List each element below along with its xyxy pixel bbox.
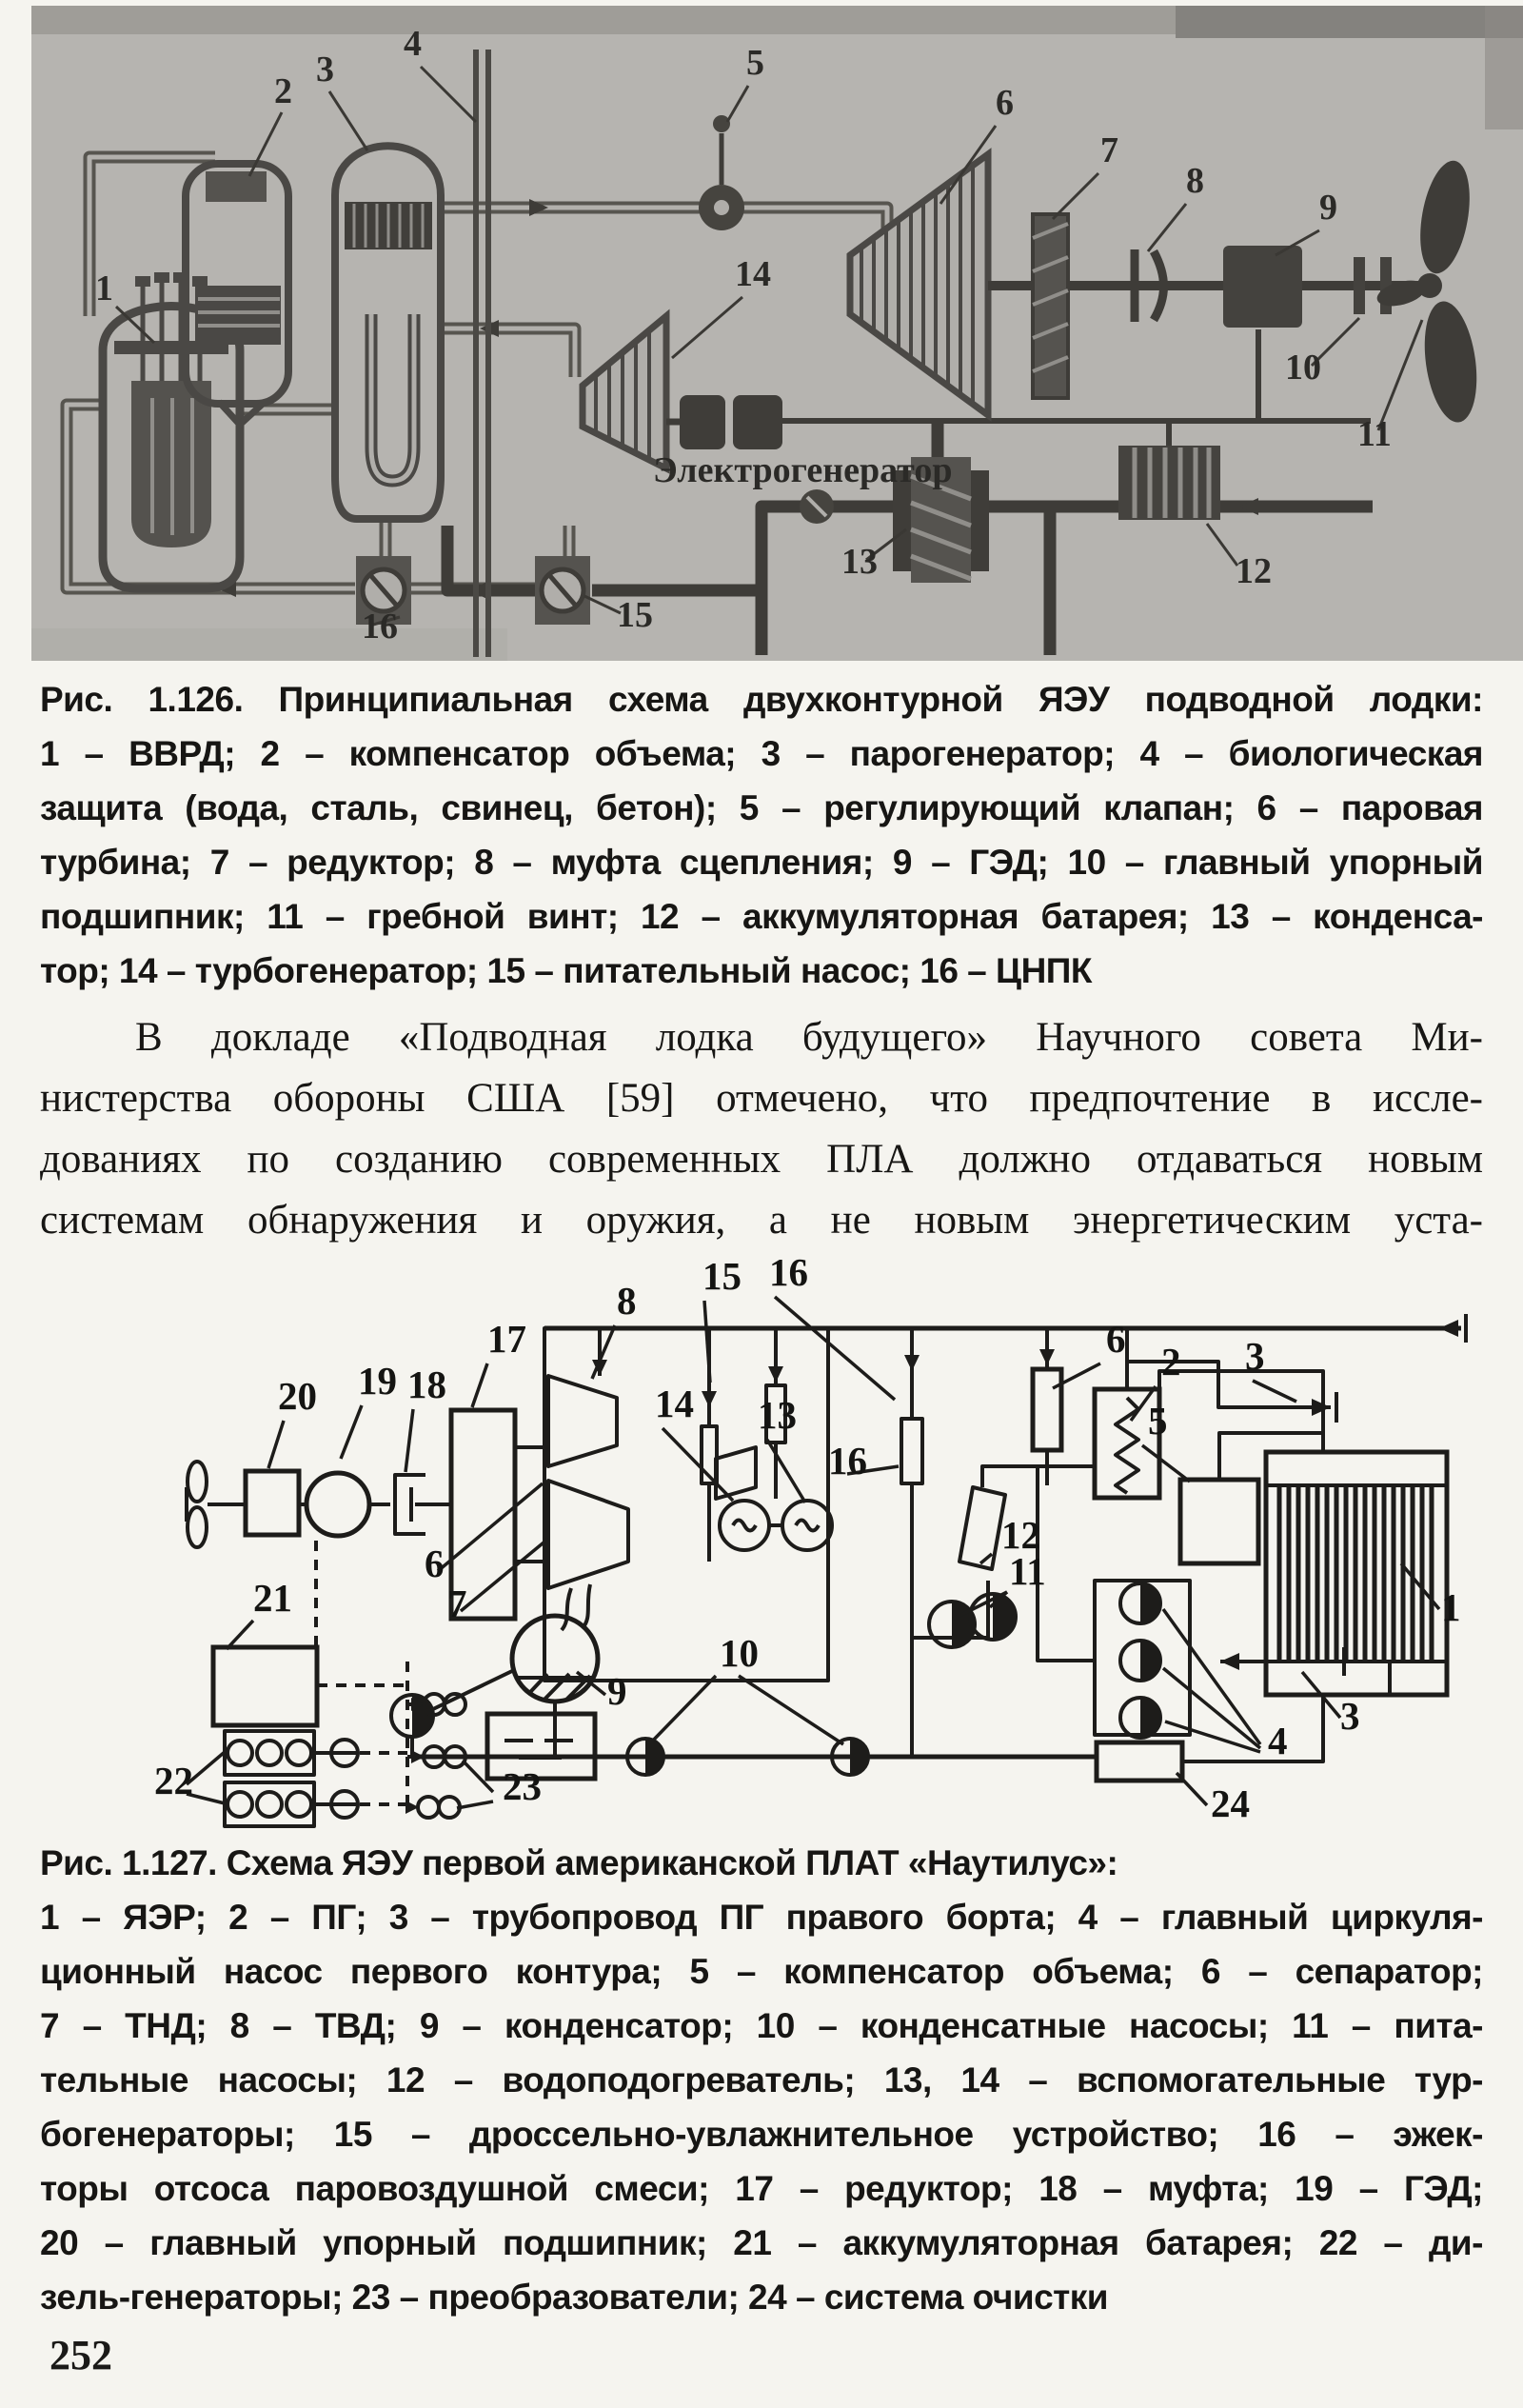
diagram-label-3: 3: [1340, 1694, 1360, 1738]
battery-box: [213, 1647, 317, 1725]
reducer: [1033, 214, 1068, 398]
main-electric-motor: [1223, 246, 1302, 328]
page-number: 252: [49, 2332, 112, 2378]
diagram-label-16: 16: [769, 1250, 808, 1294]
diagram-label-6: 6: [1106, 1317, 1126, 1361]
diagram-label-21: 21: [253, 1576, 292, 1620]
diagram-label-5: 5: [746, 43, 764, 83]
propeller-symbol: [187, 1462, 246, 1547]
paragraph-line: В докладе «Подводная лодка будущего» Научного совета Ми-: [135, 1015, 1483, 1060]
diagram-label-19: 19: [358, 1359, 397, 1403]
figure-1-126-diagram: [0, 0, 1523, 667]
diagram-label-15: 15: [617, 595, 653, 635]
body-paragraph: [40, 1007, 1483, 1251]
diagram-label-3: 3: [316, 50, 334, 90]
diagram-label-14: 14: [735, 254, 771, 294]
water-heater: [959, 1487, 1005, 1569]
diagram-label-7: 7: [1100, 130, 1118, 170]
diagram-label-16: 16: [362, 607, 398, 647]
hp-turbine: [548, 1376, 617, 1466]
diagram-label-4: 4: [1268, 1719, 1288, 1762]
diagram-label-3: 3: [1245, 1334, 1265, 1378]
paragraph-line: системам обнаружения и оружия, а не новым энергетическим уста-: [40, 1198, 1483, 1243]
diagram-label-1: 1: [1441, 1585, 1461, 1629]
caption-line: 7 – ТНД; 8 – ТВД; 9 – конденсатор; 10 – конденсатные насосы; 11 – пита-: [40, 2006, 1483, 2045]
diagram-label-1: 1: [95, 269, 113, 308]
diagram-label-9: 9: [1319, 188, 1337, 228]
caption-line: богенераторы; 15 – дроссельно-увлажнительное устройство; 16 – эжек-: [40, 2115, 1483, 2154]
diagram-label-11: 11: [1357, 414, 1392, 454]
diagram-label-8: 8: [617, 1279, 637, 1323]
caption-line: 20 – главный упорный подшипник; 21 – аккумуляторная батарея; 22 – ди-: [40, 2223, 1483, 2262]
figure-1-127-caption: [40, 1836, 1483, 2324]
caption-line: Рис. 1.127. Схема ЯЭУ первой американской ПЛАТ «Наутилус»:: [40, 1843, 1118, 1882]
diagram-label-15: 15: [702, 1254, 742, 1298]
diagram-label-11: 11: [1009, 1549, 1046, 1593]
diagram-label-13: 13: [758, 1393, 797, 1437]
diagram-label-6: 6: [425, 1542, 445, 1585]
diagram-label-8: 8: [1186, 161, 1204, 201]
diagram-label-Электрогенератор: Электрогенератор: [653, 450, 953, 490]
diagram-label-20: 20: [278, 1374, 317, 1418]
storage-battery: [1118, 446, 1220, 520]
caption-line: 1 – ВВРД; 2 – компенсатор объема; 3 – парогенератор; 4 – биологическая: [40, 734, 1483, 773]
diagram-label-10: 10: [1285, 348, 1321, 388]
caption-line: зель-генераторы; 23 – преобразователи; 24 – система очистки: [40, 2278, 1109, 2317]
diagram-label-24: 24: [1211, 1781, 1250, 1825]
separator: [1033, 1369, 1061, 1450]
diagram-label-4: 4: [404, 24, 422, 64]
diesel-generators: [225, 1731, 407, 1826]
caption-line: торы отсоса паровоздушной смеси; 17 – редуктор; 18 – муфта; 19 – ГЭД;: [40, 2169, 1483, 2208]
diagram-label-16: 16: [828, 1439, 867, 1483]
electric-generator: [680, 395, 725, 449]
purification-system: [1097, 1742, 1182, 1781]
reactor-symbol: [1266, 1452, 1447, 1695]
caption-line: подшипник; 11 – гребной винт; 12 – аккумуляторная батарея; 13 – конденса-: [40, 897, 1483, 936]
paragraph-line: нистерства обороны США [59] отмечено, что предпочтение в иссле-: [40, 1076, 1483, 1121]
diagram-label-2: 2: [274, 71, 292, 111]
diagram-label-22: 22: [154, 1759, 193, 1802]
diagram-label-14: 14: [655, 1382, 694, 1425]
diagram-label-13: 13: [841, 542, 878, 582]
caption-line: защита (вода, сталь, свинец, бетон); 5 – регулирующий клапан; 6 – паровая: [40, 788, 1483, 827]
diagram-label-23: 23: [503, 1764, 542, 1808]
caption-line: 1 – ЯЭР; 2 – ПГ; 3 – трубопровод ПГ правого борта; 4 – главный циркуля-: [40, 1898, 1483, 1937]
circulation-pumps: [1038, 1466, 1190, 1738]
figure-1-126-caption: [40, 672, 1483, 998]
figure-1-127-diagram: [0, 1224, 1523, 1838]
thrust-bearing-box: [246, 1471, 299, 1535]
caption-line: Рис. 1.126. Принципиальная схема двухконтурной ЯЭУ подводной лодки:: [40, 680, 1483, 719]
caption-line: турбина; 7 – редуктор; 8 – муфта сцепления; 9 – ГЭД; 10 – главный упорный: [40, 843, 1483, 882]
diagram-label-6: 6: [996, 83, 1014, 123]
caption-line: ционный насос первого контура; 5 – компенсатор объема; 6 – сепаратор;: [40, 1952, 1483, 1991]
diagram-label-5: 5: [1148, 1399, 1168, 1443]
diagram-label-7: 7: [447, 1582, 467, 1625]
volume-compensator: [1180, 1480, 1258, 1563]
lp-turbine: [548, 1481, 628, 1588]
caption-line: тельные насосы; 12 – водоподогреватель; 13, 14 – вспомогательные тур-: [40, 2060, 1483, 2100]
diagram-label-9: 9: [607, 1669, 627, 1713]
diagram-label-12: 12: [1001, 1513, 1040, 1557]
diagram-label-18: 18: [407, 1363, 446, 1406]
ged-circle: [307, 1473, 369, 1536]
paragraph-line: дованиях по созданию современных ПЛА должно отдаваться новым: [40, 1137, 1483, 1182]
coupling-symbol: [395, 1475, 451, 1534]
diagram-label-10: 10: [720, 1631, 759, 1675]
diagram-label-12: 12: [1236, 551, 1272, 591]
caption-line: тор; 14 – турбогенератор; 15 – питательный насос; 16 – ЦНПК: [40, 951, 1092, 990]
diagram-label-17: 17: [487, 1317, 526, 1361]
feed-pump: [535, 556, 590, 625]
ejector: [901, 1419, 922, 1483]
diagram-label-2: 2: [1161, 1340, 1181, 1383]
